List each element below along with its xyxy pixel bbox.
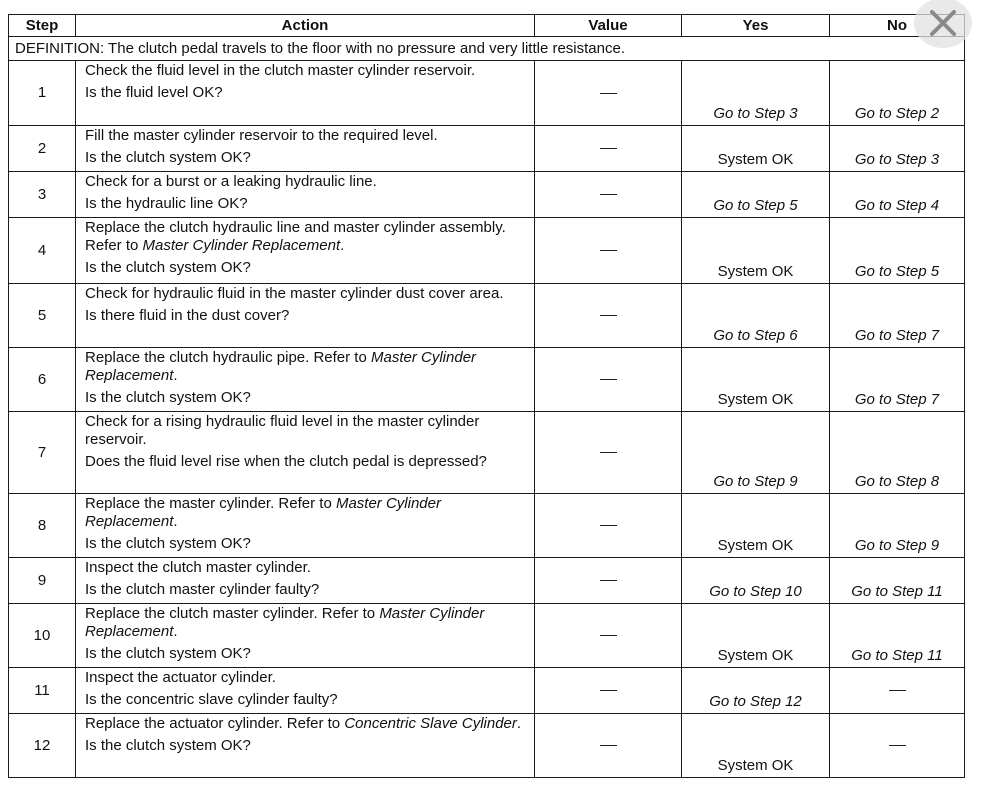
action-cell bbox=[76, 61, 535, 126]
action-cell bbox=[76, 218, 535, 284]
action-question: Is the fluid level OK? bbox=[85, 84, 223, 101]
instruction-text: . bbox=[173, 513, 178, 530]
dash-value bbox=[600, 580, 617, 581]
table-row bbox=[9, 558, 965, 604]
yes-outcome: Go to Step 12 bbox=[709, 693, 802, 710]
yes-cell bbox=[682, 284, 830, 348]
action-cell bbox=[76, 604, 535, 668]
dash-value bbox=[600, 93, 617, 94]
no-outcome: Go to Step 8 bbox=[854, 473, 940, 490]
step-number: 5 bbox=[9, 284, 76, 348]
instruction-text: Replace the master cylinder. Refer to bbox=[85, 495, 336, 512]
instruction-text: Inspect the actuator cylinder. bbox=[85, 669, 276, 686]
dash-value bbox=[889, 745, 906, 746]
yes-cell bbox=[682, 604, 830, 668]
yes-cell bbox=[682, 558, 830, 604]
reference-title: Master Cylinder Replacement bbox=[85, 349, 477, 384]
yes-cell bbox=[682, 126, 830, 172]
dash-value bbox=[600, 315, 617, 316]
yes-outcome: System OK bbox=[717, 263, 794, 280]
no-cell bbox=[830, 668, 965, 714]
action-cell bbox=[76, 284, 535, 348]
yes-cell bbox=[682, 412, 830, 494]
value-cell bbox=[535, 126, 682, 172]
diagnostic-table bbox=[8, 14, 965, 778]
instruction-text: . bbox=[516, 715, 522, 732]
action-instruction bbox=[85, 349, 525, 385]
step-number: 10 bbox=[9, 604, 76, 668]
action-instruction bbox=[85, 715, 525, 733]
action-instruction bbox=[85, 495, 525, 531]
instruction-text: Replace the clutch master cylinder. Refer to bbox=[85, 605, 380, 622]
table-row bbox=[9, 284, 965, 348]
action-question: Is the clutch system OK? bbox=[85, 737, 251, 754]
instruction-text: Replace the clutch hydraulic line and master cylinder assembly. Refer to bbox=[85, 219, 506, 254]
action-instruction bbox=[85, 62, 525, 80]
reference-title: Concentric Slave Cylinder bbox=[344, 715, 517, 732]
no-outcome: Go to Step 4 bbox=[854, 197, 940, 214]
yes-outcome: System OK bbox=[717, 391, 794, 408]
action-cell bbox=[76, 558, 535, 604]
action-cell bbox=[76, 172, 535, 218]
value-cell bbox=[535, 668, 682, 714]
header-row bbox=[9, 15, 965, 37]
instruction-text: Replace the actuator cylinder. Refer to bbox=[85, 715, 345, 732]
no-cell bbox=[830, 172, 965, 218]
step-number: 8 bbox=[9, 494, 76, 558]
no-cell bbox=[830, 604, 965, 668]
no-outcome: Go to Step 11 bbox=[851, 583, 943, 600]
dash-value bbox=[600, 525, 617, 526]
action-cell bbox=[76, 126, 535, 172]
dash-value bbox=[600, 379, 617, 380]
no-outcome: Go to Step 2 bbox=[854, 105, 940, 122]
instruction-text: Replace the clutch hydraulic pipe. Refer to bbox=[85, 349, 371, 366]
step-number: 7 bbox=[9, 412, 76, 494]
yes-outcome: System OK bbox=[717, 757, 794, 774]
no-outcome: Go to Step 5 bbox=[854, 263, 940, 280]
yes-outcome: Go to Step 5 bbox=[713, 197, 798, 214]
no-outcome: Go to Step 7 bbox=[854, 391, 940, 408]
action-instruction bbox=[85, 285, 525, 303]
value-cell bbox=[535, 714, 682, 778]
action-instruction bbox=[85, 605, 525, 641]
no-cell bbox=[830, 558, 965, 604]
action-question: Is the concentric slave cylinder faulty? bbox=[85, 691, 338, 708]
table-row bbox=[9, 172, 965, 218]
yes-outcome: Go to Step 3 bbox=[713, 105, 798, 122]
reference-title: Master Cylinder Replacement bbox=[85, 495, 441, 530]
dash-value bbox=[600, 745, 617, 746]
reference-title: Master Cylinder Replacement bbox=[85, 605, 485, 640]
step-number: 4 bbox=[9, 218, 76, 284]
definition-row bbox=[9, 37, 965, 61]
value-cell bbox=[535, 558, 682, 604]
diagnostic-document bbox=[8, 14, 965, 778]
yes-cell bbox=[682, 714, 830, 778]
yes-cell bbox=[682, 668, 830, 714]
yes-cell bbox=[682, 172, 830, 218]
action-instruction bbox=[85, 127, 525, 145]
action-question: Is the clutch system OK? bbox=[85, 535, 251, 552]
header-no: No bbox=[830, 15, 965, 37]
no-outcome: Go to Step 7 bbox=[854, 327, 940, 344]
action-instruction bbox=[85, 219, 525, 255]
step-number: 12 bbox=[9, 714, 76, 778]
table-row bbox=[9, 412, 965, 494]
action-question: Is the clutch system OK? bbox=[85, 645, 251, 662]
reference-title: Master Cylinder Replacement bbox=[142, 237, 341, 254]
dash-value bbox=[600, 635, 617, 636]
dash-value bbox=[600, 148, 617, 149]
no-cell bbox=[830, 126, 965, 172]
table-row bbox=[9, 348, 965, 412]
instruction-text: . bbox=[173, 623, 178, 640]
no-outcome: Go to Step 3 bbox=[854, 151, 940, 168]
no-cell bbox=[830, 284, 965, 348]
yes-outcome: System OK bbox=[717, 537, 794, 554]
action-question: Is the clutch system OK? bbox=[85, 259, 251, 276]
header-action: Action bbox=[76, 15, 535, 37]
no-cell bbox=[830, 218, 965, 284]
instruction-text: . bbox=[173, 367, 178, 384]
close-button[interactable] bbox=[914, 0, 972, 48]
dash-value bbox=[600, 194, 617, 195]
action-question: Is the clutch system OK? bbox=[85, 149, 251, 166]
no-cell bbox=[830, 494, 965, 558]
dash-value bbox=[889, 690, 906, 691]
instruction-text: Check the fluid level in the clutch master cylinder reservoir. bbox=[85, 62, 476, 79]
no-outcome: Go to Step 9 bbox=[854, 537, 940, 554]
instruction-text: Check for hydraulic fluid in the master cylinder dust cover area. bbox=[85, 285, 504, 302]
value-cell bbox=[535, 61, 682, 126]
step-number: 9 bbox=[9, 558, 76, 604]
header-step: Step bbox=[9, 15, 76, 37]
yes-outcome: System OK bbox=[717, 647, 794, 664]
no-cell bbox=[830, 412, 965, 494]
action-cell bbox=[76, 348, 535, 412]
header-value: Value bbox=[535, 15, 682, 37]
table-row bbox=[9, 61, 965, 126]
dash-value bbox=[600, 250, 617, 251]
step-number: 11 bbox=[9, 668, 76, 714]
yes-outcome: Go to Step 6 bbox=[713, 327, 798, 344]
table-row bbox=[9, 218, 965, 284]
step-number: 1 bbox=[9, 61, 76, 126]
action-cell bbox=[76, 412, 535, 494]
action-cell bbox=[76, 668, 535, 714]
action-cell bbox=[76, 714, 535, 778]
action-cell bbox=[76, 494, 535, 558]
close-icon bbox=[929, 9, 957, 37]
table-row bbox=[9, 714, 965, 778]
action-instruction bbox=[85, 669, 525, 687]
instruction-text: . bbox=[340, 237, 345, 254]
yes-cell bbox=[682, 218, 830, 284]
value-cell bbox=[535, 412, 682, 494]
value-cell bbox=[535, 172, 682, 218]
action-instruction bbox=[85, 173, 525, 191]
yes-cell bbox=[682, 494, 830, 558]
yes-outcome: Go to Step 9 bbox=[713, 473, 798, 490]
yes-outcome: System OK bbox=[717, 151, 794, 168]
yes-cell bbox=[682, 61, 830, 126]
no-outcome: Go to Step 11 bbox=[851, 647, 943, 664]
yes-cell bbox=[682, 348, 830, 412]
no-cell bbox=[830, 348, 965, 412]
definition-text: DEFINITION: The clutch pedal travels to the floor with no pressure and very little resistance. bbox=[9, 37, 965, 61]
table-row bbox=[9, 668, 965, 714]
step-number: 2 bbox=[9, 126, 76, 172]
step-number: 6 bbox=[9, 348, 76, 412]
action-question: Is the clutch master cylinder faulty? bbox=[85, 581, 320, 598]
instruction-text: Inspect the clutch master cylinder. bbox=[85, 559, 311, 576]
instruction-text: Check for a burst or a leaking hydraulic line. bbox=[85, 173, 377, 190]
instruction-text: Fill the master cylinder reservoir to the required level. bbox=[85, 127, 438, 144]
table-row bbox=[9, 604, 965, 668]
table-row bbox=[9, 126, 965, 172]
no-cell bbox=[830, 61, 965, 126]
action-question: Is the hydraulic line OK? bbox=[85, 195, 248, 212]
action-question: Does the fluid level rise when the clutch pedal is depressed? bbox=[85, 453, 487, 470]
step-number: 3 bbox=[9, 172, 76, 218]
value-cell bbox=[535, 284, 682, 348]
value-cell bbox=[535, 218, 682, 284]
header-yes: Yes bbox=[682, 15, 830, 37]
value-cell bbox=[535, 494, 682, 558]
dash-value bbox=[600, 690, 617, 691]
instruction-text: Check for a rising hydraulic fluid level in the master cylinder reservoir. bbox=[85, 413, 480, 448]
action-instruction bbox=[85, 413, 525, 449]
table-row bbox=[9, 494, 965, 558]
value-cell bbox=[535, 348, 682, 412]
action-instruction bbox=[85, 559, 525, 577]
yes-outcome: Go to Step 10 bbox=[709, 583, 802, 600]
no-cell bbox=[830, 714, 965, 778]
action-question: Is there fluid in the dust cover? bbox=[85, 307, 290, 324]
action-question: Is the clutch system OK? bbox=[85, 389, 251, 406]
value-cell bbox=[535, 604, 682, 668]
dash-value bbox=[600, 452, 617, 453]
